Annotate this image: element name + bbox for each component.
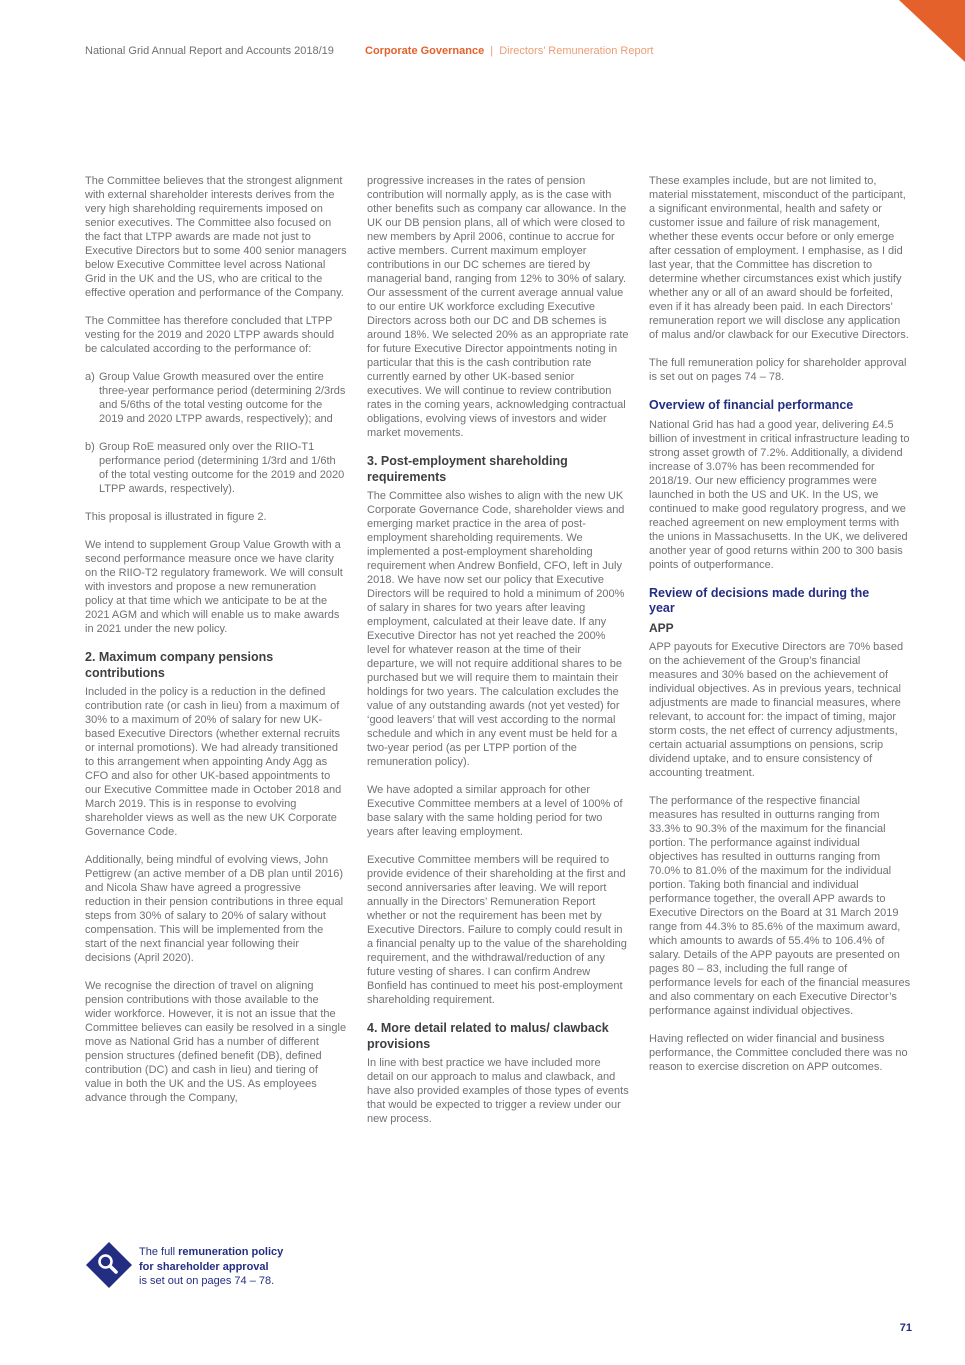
list-item — [85, 370, 347, 426]
body-paragraph: These examples include, but are not limited to, material misstatement, misconduct of the participant, a significant environmental, health and safety or customer issue and failure of risk management, whether these events occur before or only emerge after cessation of employment. I emphasise, as I did last year, that the Committee has discretion to determine whether circumstances exist which justify whether any or all of an award should be forfeited, even if it has already been paid. In each Directors’ remuneration report we will disclose any application of malus and/or clawback for our Executive Directors. — [649, 175, 909, 341]
body-paragraph: progressive increases in the rates of pension contribution will normally apply, as is the case with other benefits such as company car allowance. In the UK our DB pension plans, all of which were closed to new members by April 2006, continue to accrue for active members. Current maximum employer contributions in our DC schemes are tiered by managerial band, ranging from 12% to 30% of salary. Our assessment of the current average annual value to our entire UK workforce excluding Executive Directors across both our DC and DB schemes is around 18%. We selected 20% as an appropriate rate for future Executive Director appointments noting in particular that this is the cash contribution rate currently earned by other UK-based senior executives. We will continue to review contribution rates in the coming years, acknowledging contractual obligations, evolving views of investors and wider market movements. — [367, 175, 629, 439]
magnifier-diamond-icon — [85, 1241, 133, 1289]
body-paragraph: Having reflected on wider financial and business performance, the Committee concluded there was no reason to exercise discretion on APP outcomes. — [649, 1032, 908, 1073]
page-number: 71 — [899, 1322, 912, 1334]
body-paragraph: The Committee has therefore concluded that LTPP vesting for the 2019 and 2020 LTPP awards should be calculated according to the performance of: — [85, 315, 335, 355]
body-paragraph: The Committee believes that the strongest alignment with external shareholder interests derives from the very high shareholding requirements imposed on senior executives. The Committee also focused on the fact that LTPP awards are made not just to Executive Directors but to some 400 senior managers below Executive Committee level across National Grid in the UK and the US, who are critical to the effective operation and performance of the Company. — [85, 175, 347, 299]
subsection-heading-blue: Overview of financial performance — [649, 398, 854, 412]
body-paragraph: We intend to supplement Group Value Growth with a second performance measure once we have clarity on the RIIO-T2 regulatory framework. We will consult with investors and propose a new remuneration policy at that time which we anticipate to be at the 2021 AGM and which will enable us to make awards in 2021 under the new policy. — [85, 539, 343, 635]
section-heading: 2. Maximum company pensions contributions — [85, 650, 274, 680]
list-item — [85, 440, 347, 496]
body-paragraph: We recognise the direction of travel on aligning pension contributions with those available to the wider workforce. However, it is not an issue that the Committee believes can easily be resolved in a single move as National Grid has a number of different pension structures (defined benefit (DB), defined contribution (DC) and cash in lieu) and tiering of value in both the UK and the US. As employees advance through the Company, — [85, 980, 347, 1104]
body-paragraph: The Committee also wishes to align with the new UK Corporate Governance Code, shareholder views and emerging market practice in the area of post-employment shareholding requirements. We implemented a post-employment shareholding requirement when Andrew Bonfield, CFO, left in July 2018. We have now set our policy that Executive Directors will be required to hold a minimum of 200% of salary in shares for two years after leaving employment, calculated at their leave date. If any Executive Director has not yet reached the 200% level for whatever reason at the time of their departure, we will not require additional shares to be purchased but we will require them to maintain their holdings for two years. The calculation excludes the value of any outstanding awards (not yet vested) for ‘good leavers’ that will vest according to the normal schedule and which in any event must be held for a two-year period (as per LTPP portion of the remuneration policy). — [367, 490, 625, 768]
section-heading: 3. Post-employment shareholding requirements — [367, 454, 568, 484]
footer-note — [85, 1241, 283, 1289]
corner-triangle-decoration — [899, 0, 965, 62]
body-paragraph: The performance of the respective financial measures has resulted in outturns ranging from 33.3% to 90.3% of the maximum for the financial portion. The performance against individual objectives has resulted in outturns ranging from 70.0% to 81.0% of the maximum for the individual portion. Taking both financial and individual performance together, the overall APP awards to Executive Directors on the Board at 31 March 2019 range from 44.3% to 85.6% of the maximum award, which amounts to awards of 55.4% to 106.4% of salary. Details of the APP payouts are presented on pages 80 – 83, including the full range of performance levels for each of the financial measures and also commentary on each Executive Director’s performance against individual objectives. — [649, 794, 911, 1017]
section-heading: 4. More detail related to malus/ clawback provisions — [367, 1021, 609, 1051]
text-column — [367, 174, 629, 1140]
subsection-heading-blue: Review of decisions made during the year — [649, 585, 870, 615]
subsection-name: Directors’ Remuneration Report — [499, 45, 654, 57]
text-column — [85, 174, 347, 1140]
body-paragraph: The full remuneration policy for shareholder approval is set out on pages 74 – 78. — [649, 357, 907, 383]
footer-note-line — [139, 1260, 283, 1275]
body-paragraph: Executive Committee members will be required to provide evidence of their shareholding at the first and second anniversaries after leaving. We will report annually in the Directors’ Remuneration Report whether or not the requirement has been met by Executive Directors. Failure to comply could result in a financial penalty up to the value of the shareholding requirement, and the withdrawal/reduction of any future vesting of shares. I can confirm Andrew Bonfield has continued to meet his post-employment shareholding requirement. — [367, 854, 627, 1006]
report-title: National Grid Annual Report and Accounts 2018/19 — [85, 45, 334, 57]
section-breadcrumb — [365, 45, 653, 57]
body-paragraph: This proposal is illustrated in figure 2. — [85, 511, 267, 523]
section-separator: | — [490, 45, 494, 57]
list-marker: a) — [85, 371, 95, 383]
footer-note-line — [139, 1245, 283, 1260]
footer-note-segment: remuneration policy — [178, 1246, 284, 1258]
list-text: Group RoE measured only over the RIIO-T1 performance period (determining 1/3rd and 1/6th of the total vesting outcome for the 2019 and 2020 LTPP awards, respectively). — [99, 441, 345, 495]
footer-note-segment: is set out on pages 74 – 78. — [139, 1275, 275, 1287]
footer-note-segment: for shareholder approval — [139, 1260, 269, 1273]
footer-note-line — [139, 1274, 283, 1289]
body-paragraph: National Grid has had a good year, delivering £4.5 billion of investment in critical infrastructure leading to strong asset growth of 7.2%. Additionally, a dividend increase of 3.07% has been recommended for 2018/19. Our new efficiency programmes were launched in both the US and UK. In the US, we continued to make good regulatory progress, and we reached agreement on new employment terms with the unions in Massachusetts. In the UK, we delivered another year of good returns within 200 to 300 basis points of outperformance. — [649, 418, 910, 571]
body-paragraph: Additionally, being mindful of evolving views, John Pettigrew (an active member of a DB plan until 2016) and Nicola Shaw have agreed a progressive reduction in their pension contributions in three equal steps from 30% of salary to 20% of salary without compensation. This will be implemented from the start of the next financial year following their decisions (April 2020). — [85, 854, 344, 964]
content-columns — [85, 174, 911, 1140]
list-marker: b) — [85, 441, 95, 453]
text-column — [649, 174, 911, 1140]
footer-note-text — [139, 1241, 283, 1289]
sub-heading: APP — [649, 620, 674, 635]
footer-note-segment: The full — [139, 1246, 179, 1258]
body-paragraph: In line with best practice we have included more detail on our approach to malus and clawback, and have also provided examples of those types of events that would be expected to trigger a review under our new process. — [367, 1057, 629, 1125]
section-name: Corporate Governance — [365, 45, 485, 57]
body-paragraph: Included in the policy is a reduction in the defined contribution rate (or cash in lieu) from a maximum of 30% to a maximum of 20% of salary for new UK-based Executive Directors (whether external recruits or internal promotions). We had already transitioned to this arrangement when appointing Andy Agg as CFO and also for other UK-based appointments to our Executive Committee made in October 2018 and March 2019. This is in response to evolving shareholder views as well as the new UK Corporate Governance Code. — [85, 686, 342, 838]
list-text: Group Value Growth measured over the entire three-year performance period (determining 2/3rds and 5/6ths of the total vesting outcome for the 2019 and 2020 LTPP awards, respectively); and — [99, 371, 346, 425]
body-paragraph: APP payouts for Executive Directors are 70% based on the achievement of the Group’s financial measures and 30% based on the achievement of individual objectives. As in previous years, technical adjustments are made to financial measures, where relevant, to account for: the impact of timing, major storm costs, the net effect of currency adjustments, certain actuarial assumptions on pensions, scrip dividend uptake, and to ensure consistency of accounting treatment. — [649, 640, 904, 779]
body-paragraph: We have adopted a similar approach for other Executive Committee members at a level of 100% of base salary with the same holding period for two years after leaving employment. — [367, 784, 623, 838]
